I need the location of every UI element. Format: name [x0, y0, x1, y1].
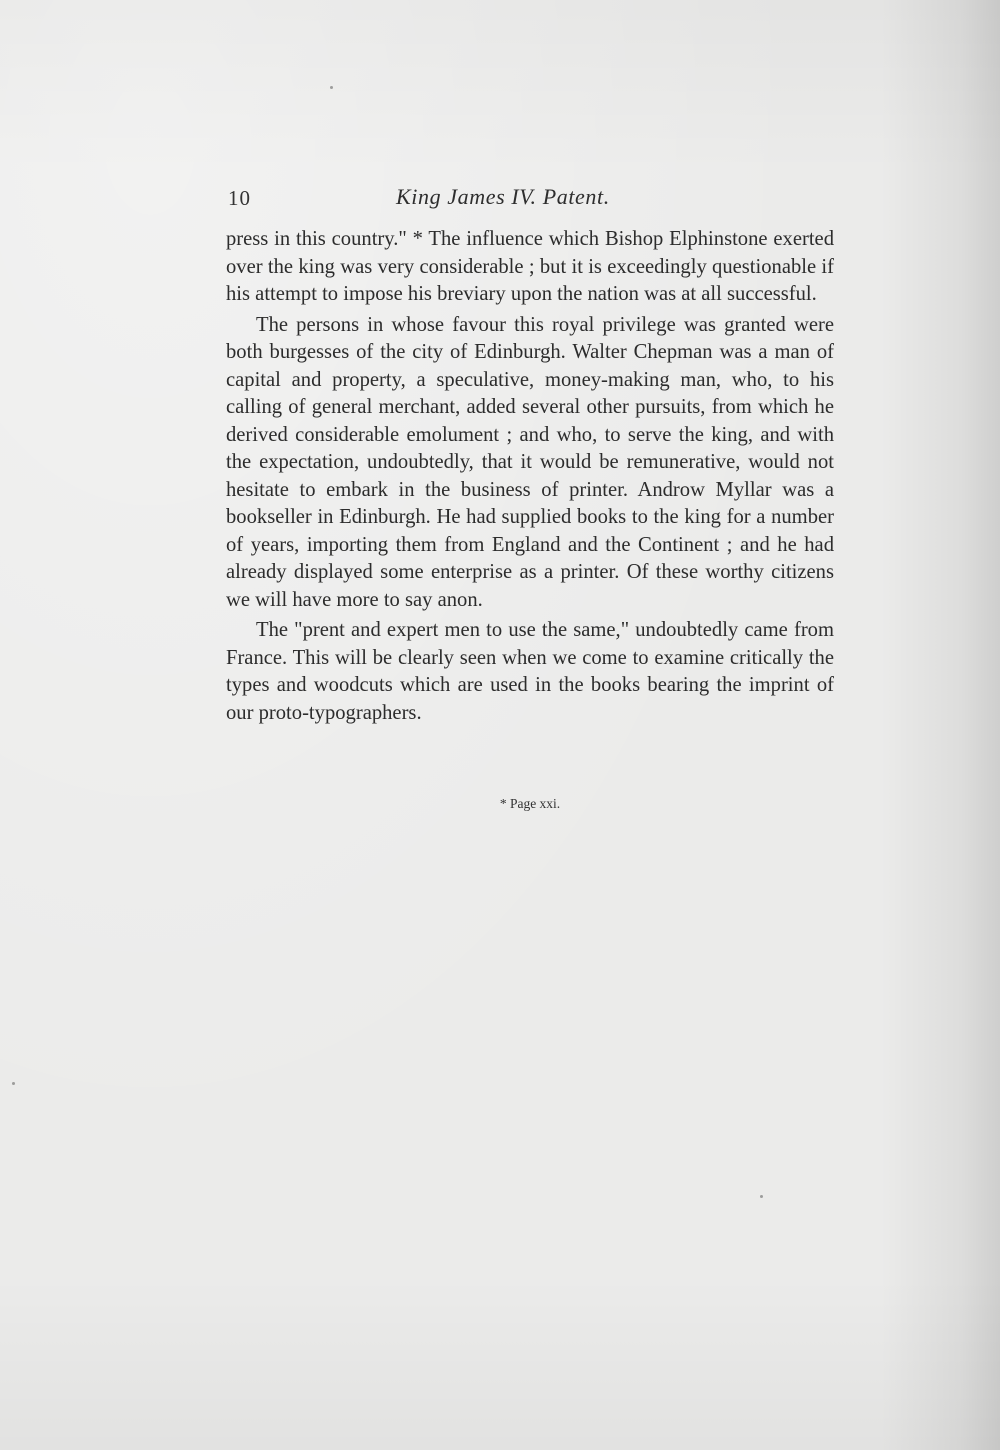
paragraph-printers: The persons in whose favour this royal privilege was granted were both burgesses of the city of Edinburgh. Walter Chepman was a man of capital and property, a speculative, money-making man, who, to his calling of general merchant, added several other pursuits, from which he derived considerable emolument ; and who, to serve the king, and with the expectation, undoubtedly, that it would be remunerative, would not hesitate to embark in the business of printer. Androw Myllar was a bookseller in Edinburgh. He had supplied books to the king for a number of years, importing them from England and the Continent ; and he had already displayed some enterprise as a printer. Of these worthy citizens we will have more to say anon. [226, 313, 834, 611]
running-title: King James IV. Patent. [396, 184, 610, 209]
paper-speck [330, 86, 333, 89]
paragraph-continuation: press in this country." * The influence which Bishop Elphinstone exerted over the king was very considerable ; but it is exceedingly questionable if his attempt to impose his breviary upon the nation was at all successful. [226, 228, 834, 305]
body-text [226, 226, 834, 727]
page-number: 10 [228, 186, 251, 210]
footnote: * Page xxi. [499, 796, 561, 811]
paper-speck [760, 1195, 763, 1198]
running-head [226, 184, 834, 216]
paper-speck [12, 1082, 15, 1085]
paragraph-france: The "prent and expert men to use the same," undoubtedly came from France. This will be clearly seen when we come to examine critically the types and woodcuts which are used in the books bearing the imprint of our proto-typographers. [226, 619, 834, 724]
